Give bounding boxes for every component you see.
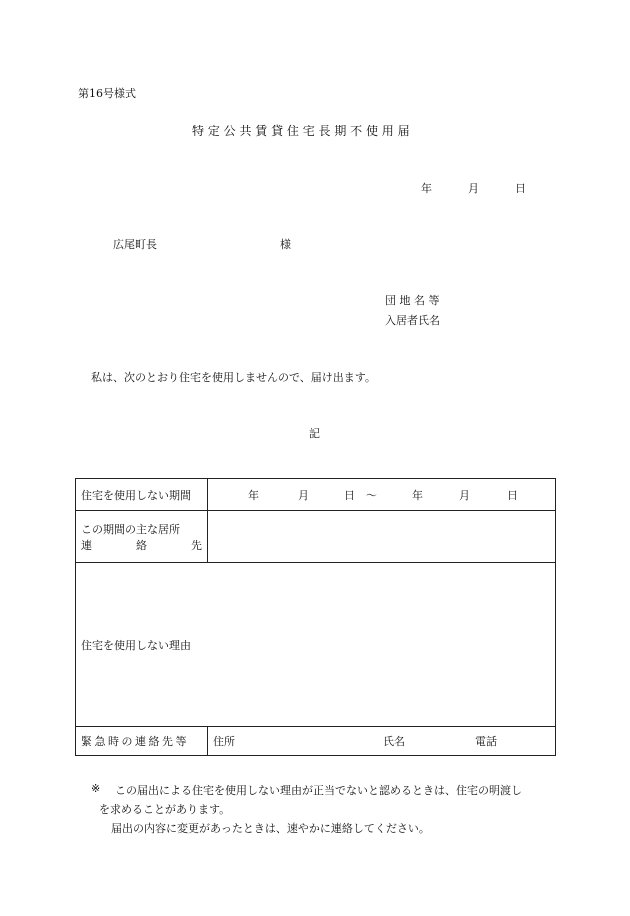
note-line2: を求めることがあります。	[99, 803, 231, 816]
reason-field[interactable]	[76, 563, 556, 727]
residence-label-char: 連	[81, 538, 92, 552]
residence-label	[76, 511, 208, 563]
emergency-address-label: 住所	[213, 735, 235, 748]
emergency-row	[76, 727, 556, 756]
residence-label-line1: この期間の主な居所	[81, 522, 180, 536]
emergency-label: 緊 急 時 の 連 絡 先 等	[76, 727, 208, 756]
period-start-day: 日	[344, 488, 355, 502]
residence-label-char: 絡	[136, 538, 147, 552]
addressee-name: 広尾町長	[113, 238, 157, 251]
residence-label-char: 先	[191, 538, 202, 552]
document-title: 特 定 公 共 賃 貸 住 宅 長 期 不 使 用 届	[192, 124, 410, 138]
addressee-honorific: 様	[280, 238, 291, 251]
complex-name-label: 団 地 名 等	[385, 294, 440, 307]
date-month: 月	[468, 182, 479, 195]
residence-label-line2	[81, 537, 202, 553]
period-start-year: 年	[248, 488, 259, 502]
period-value[interactable]	[208, 479, 556, 511]
reason-row	[76, 563, 556, 727]
form-number: 第16号様式	[78, 87, 136, 100]
period-start-month: 月	[298, 488, 309, 502]
period-row	[76, 479, 556, 511]
date-day: 日	[515, 182, 526, 195]
note-line1: この届出による住宅を使用しない理由が正当でないと認めるときは、住宅の明渡し	[115, 784, 522, 797]
residence-value[interactable]	[208, 511, 556, 563]
emergency-name-label: 氏名	[383, 735, 405, 748]
period-end-year: 年	[412, 488, 423, 502]
period-end-month: 月	[459, 488, 470, 502]
note-line3: 届出の内容に変更があったときは、速やかに連絡してください。	[111, 822, 430, 835]
form-table	[75, 478, 556, 756]
resident-name-label: 入居者氏名	[385, 314, 440, 327]
date-year: 年	[421, 182, 432, 195]
emergency-value[interactable]	[208, 727, 556, 756]
period-label: 住宅を使用しない期間	[76, 479, 208, 511]
note-mark: ※	[91, 782, 101, 795]
period-tilde: ～	[366, 488, 377, 502]
statement: 私は、次のとおり住宅を使用しませんので、届け出ます。	[91, 371, 376, 384]
residence-row	[76, 511, 556, 563]
period-end-day: 日	[507, 488, 518, 502]
ki-marker: 記	[309, 427, 320, 440]
reason-label: 住宅を使用しない理由	[81, 638, 191, 652]
emergency-phone-label: 電話	[475, 735, 497, 748]
